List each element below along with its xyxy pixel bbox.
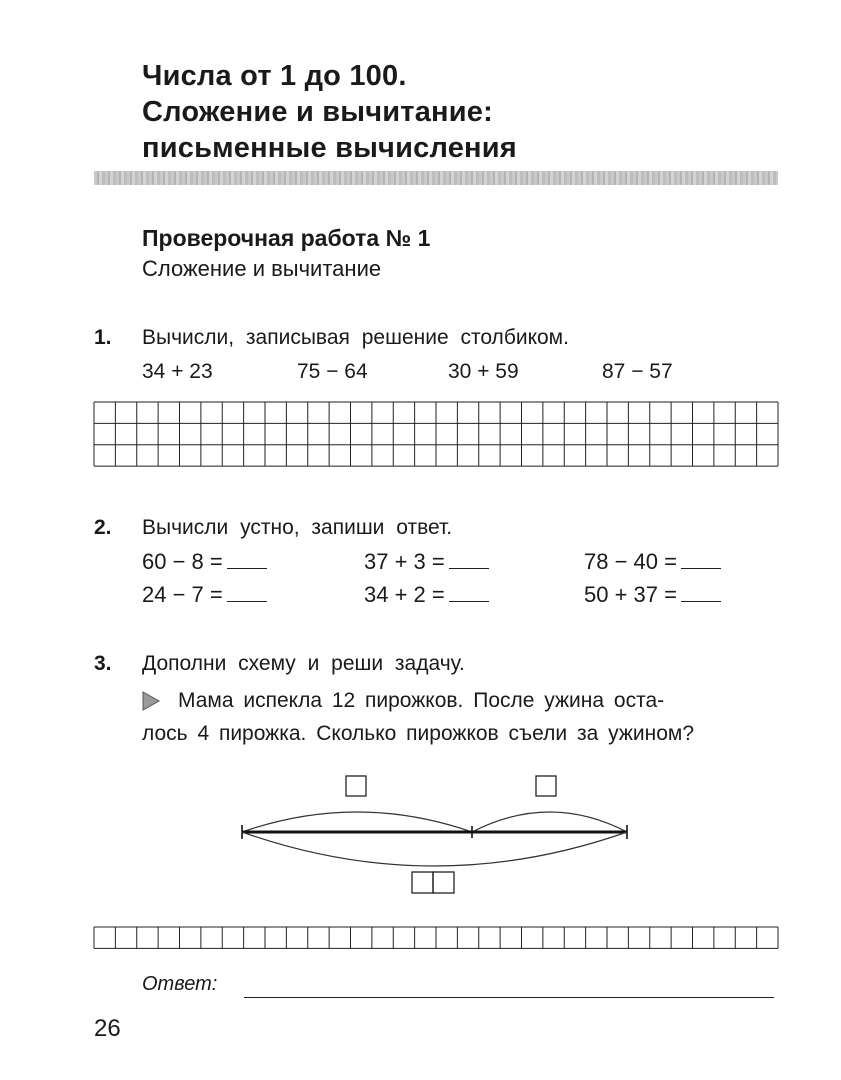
arc-bottom bbox=[242, 832, 627, 866]
answer-blank[interactable] bbox=[449, 550, 489, 569]
problem-line: Мама испекла 12 пирожков. После ужина оста- bbox=[178, 689, 665, 712]
expression: 87 − 57 bbox=[602, 360, 673, 383]
answer-blank[interactable] bbox=[227, 583, 267, 602]
task-number: 2. bbox=[94, 516, 112, 539]
word-problem bbox=[142, 684, 782, 750]
equation-text: 37 + 3 = bbox=[364, 549, 445, 574]
scheme-box-bottom[interactable] bbox=[412, 872, 433, 893]
equation-text: 24 − 7 = bbox=[142, 582, 223, 607]
task-text: Вычисли устно, запиши ответ. bbox=[142, 516, 453, 539]
task-number: 3. bbox=[94, 652, 112, 675]
chapter-title-line: Сложение и вычитание: bbox=[142, 96, 493, 128]
equation-text: 50 + 37 = bbox=[584, 582, 677, 607]
task-text: Дополни схему и реши задачу. bbox=[142, 652, 465, 675]
scheme-box-right[interactable] bbox=[536, 776, 556, 796]
equation bbox=[364, 549, 489, 575]
answer-grid-3-rows[interactable] bbox=[94, 402, 778, 466]
equation-text: 60 − 8 = bbox=[142, 549, 223, 574]
answer-grid-1-row[interactable] bbox=[94, 927, 778, 949]
decorative-band bbox=[94, 171, 778, 185]
problem-line: лось 4 пирожка. Сколько пирожков съели за ужином? bbox=[142, 722, 695, 745]
work-title: Проверочная работа № 1 bbox=[142, 225, 431, 251]
scheme-box-bottom[interactable] bbox=[433, 872, 454, 893]
chapter-title-line: Числа от 1 до 100. bbox=[142, 60, 407, 92]
equation bbox=[142, 549, 267, 575]
equation bbox=[584, 582, 721, 608]
chapter-title-line: письменные вычисления bbox=[142, 132, 517, 164]
equation bbox=[364, 582, 489, 608]
equation bbox=[584, 549, 721, 575]
answer-blank[interactable] bbox=[227, 550, 267, 569]
answer-line[interactable] bbox=[244, 997, 774, 998]
expression: 75 − 64 bbox=[297, 360, 368, 383]
expression: 34 + 23 bbox=[142, 360, 213, 383]
arc-left bbox=[242, 812, 472, 832]
chapter-title bbox=[142, 58, 517, 166]
answer-blank[interactable] bbox=[681, 550, 721, 569]
segment-scheme bbox=[230, 770, 640, 900]
arc-right bbox=[472, 812, 627, 832]
answer-label: Ответ: bbox=[142, 973, 218, 995]
answer-blank[interactable] bbox=[681, 583, 721, 602]
equation-text: 34 + 2 = bbox=[364, 582, 445, 607]
work-subtitle: Сложение и вычитание bbox=[142, 256, 382, 281]
task-number: 1. bbox=[94, 326, 112, 349]
equation-text: 78 − 40 = bbox=[584, 549, 677, 574]
equation bbox=[142, 582, 267, 608]
answer-blank[interactable] bbox=[449, 583, 489, 602]
task-text: Вычисли, записывая решение столбиком. bbox=[142, 326, 569, 349]
page-number: 26 bbox=[94, 1015, 121, 1042]
expression: 30 + 59 bbox=[448, 360, 519, 383]
scheme-box-left[interactable] bbox=[346, 776, 366, 796]
